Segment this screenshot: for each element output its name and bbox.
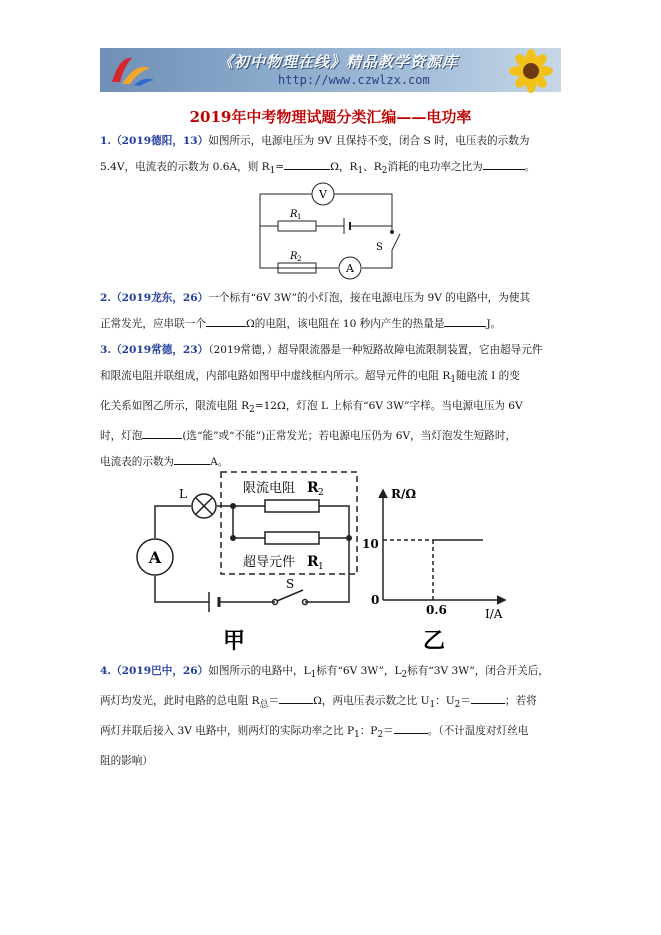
lamp-label: L — [179, 487, 187, 501]
y-axis-label: R/Ω — [391, 487, 417, 501]
question-text: ＝ — [383, 725, 394, 738]
question-text: 时，灯泡 — [100, 430, 143, 443]
question-text: ；若将 — [504, 695, 537, 708]
question-number: 3. — [100, 344, 112, 356]
answer-blank[interactable] — [471, 691, 505, 704]
graph-figure-yi — [362, 480, 525, 655]
switch-label: S — [376, 242, 383, 253]
answer-blank[interactable] — [206, 314, 246, 327]
resistor-r1 — [265, 532, 319, 544]
question-text: 如图所示的电路中，L — [208, 665, 311, 677]
banner-title: 《初中物理在线》精品教学资源库 — [218, 53, 459, 71]
switch-label: S — [286, 577, 295, 591]
subscript: 2 — [377, 730, 384, 741]
question-source: （2019常德，23） — [111, 344, 209, 356]
ammeter-label: A — [148, 548, 162, 567]
question-text: ＝ — [268, 695, 280, 708]
question-number: 2. — [100, 292, 112, 304]
sunflower-icon — [487, 50, 557, 92]
question-text: 标有“6V 3W”，L — [316, 665, 402, 677]
subscript: 2 — [249, 405, 255, 416]
subscript: 1 — [450, 375, 456, 386]
r2-label: R — [290, 251, 298, 262]
ammeter-label: A — [346, 262, 354, 275]
answer-blank[interactable] — [284, 157, 330, 170]
question-text: ＝ — [460, 695, 471, 708]
box-bottom-label: 超导元件 — [243, 555, 296, 570]
banner-url: http://www.czwlzx.com — [278, 73, 430, 87]
question-text: 一个标有“6V 3W”的小灯泡，接在电源电压为 9V 的电路中，为使其 — [208, 292, 531, 304]
question-text: 随电流 I 的变 — [455, 370, 520, 382]
question-text: Ω，R — [330, 161, 358, 173]
subscript: 1 — [269, 166, 276, 177]
subscript: 2 — [454, 700, 461, 711]
question-4 — [100, 658, 562, 774]
question-text: (选“能”或“不能”)正常发光；若电源电压仍为 6V，当灯泡发生短路时， — [182, 430, 517, 443]
question-text: 化关系如图乙所示，限流电阻 R — [100, 400, 250, 413]
question-text: 5.4V，电流表的示数为 0.6A，则 R — [100, 161, 270, 173]
question-text: 如图所示，电源电压为 9V 且保持不变，闭合 S 时，电压表的示数为 — [208, 135, 530, 147]
answer-blank[interactable] — [279, 691, 313, 704]
question-text: （2019常德，）超导限流器是一种短路故障电流限制装置，它由超导元件 — [208, 344, 543, 356]
y-tick-label: 10 — [362, 537, 379, 551]
r2-subscript: 2 — [318, 488, 324, 498]
header-banner — [100, 48, 561, 92]
answer-blank[interactable] — [394, 721, 428, 734]
r2-label: R — [307, 480, 319, 496]
question-text: = — [275, 161, 285, 173]
question-text: 。（不计温度对灯丝电 — [427, 725, 529, 738]
switch-icon — [392, 234, 400, 250]
box-top-label: 限流电阻 — [243, 481, 296, 496]
r1-label: R — [290, 209, 298, 220]
figure-caption-jia: 甲 — [223, 628, 246, 654]
x-tick-label: 0.6 — [426, 603, 447, 617]
question-source: （2019龙东，26） — [111, 292, 209, 304]
question-text: 两灯均发光，此时电路的总电阻 R — [100, 695, 260, 708]
r1-subscript: 1 — [318, 562, 324, 572]
question-2 — [100, 285, 562, 337]
question-number: 1. — [100, 135, 112, 147]
question-text: 两灯并联后接入 3V 电路中，则两灯的实际功率之比 P — [100, 725, 355, 738]
circuit-figure-1 — [250, 180, 410, 280]
answer-blank[interactable] — [444, 314, 486, 327]
question-text: 正常发光，应串联一个 — [100, 318, 206, 330]
question-text: 阻的影响） — [100, 755, 153, 768]
r1-label: R — [307, 554, 319, 570]
question-3 — [100, 337, 562, 475]
origin-label: 0 — [371, 593, 380, 607]
question-text: 消耗的电功率之比为 — [387, 161, 483, 173]
question-text: J。 — [486, 318, 502, 330]
question-number: 4. — [100, 665, 112, 677]
subscript: 2 — [401, 670, 408, 681]
answer-blank[interactable] — [483, 157, 525, 170]
resistor-r2 — [265, 500, 319, 512]
document-title: 2019年中考物理试题分类汇编——电功率 — [189, 108, 472, 126]
subscript: 2 — [381, 166, 388, 177]
question-text: Ω的电阻，该电阻在 10 秒内产生的热量是 — [245, 318, 445, 330]
site-logo-icon — [106, 52, 158, 88]
subscript: 1 — [429, 700, 436, 711]
resistor-r1 — [278, 221, 316, 231]
x-axis-label: I/A — [485, 607, 503, 621]
question-text: 。 — [524, 161, 536, 173]
answer-blank[interactable] — [142, 426, 182, 439]
subscript: 1 — [310, 670, 317, 681]
question-text: ：U — [435, 695, 455, 708]
question-text: 和限流电阻并联组成，内部电路如图甲中虚线框内所示。超导元件的电阻 R — [100, 370, 451, 382]
question-text: 、R — [363, 161, 382, 173]
switch-icon — [277, 590, 303, 601]
question-1 — [100, 128, 562, 184]
r1-subscript: 1 — [297, 213, 302, 221]
subscript: 总 — [259, 700, 269, 711]
question-text: A。 — [210, 456, 229, 469]
question-text: 电流表的示数为 — [100, 456, 175, 469]
answer-blank[interactable] — [174, 452, 210, 465]
question-source: （2019德阳，13） — [111, 135, 209, 147]
figure-caption-yi: 乙 — [423, 628, 446, 654]
subscript: 1 — [357, 166, 364, 177]
subscript: 1 — [354, 730, 360, 741]
question-text: 标有“3V 3W”，闭合开关后， — [407, 665, 549, 677]
question-text: ：P — [359, 725, 378, 738]
r2-subscript: 2 — [297, 255, 302, 263]
question-text: Ω，两电压表示数之比 U — [313, 695, 430, 708]
circuit-figure-jia — [135, 468, 365, 653]
question-text: =12Ω，灯泡 L 上标有“6V 3W”字样。当电源电压为 6V — [254, 400, 523, 413]
question-source: （2019巴中，26） — [111, 665, 209, 677]
voltmeter-label: V — [319, 188, 327, 201]
